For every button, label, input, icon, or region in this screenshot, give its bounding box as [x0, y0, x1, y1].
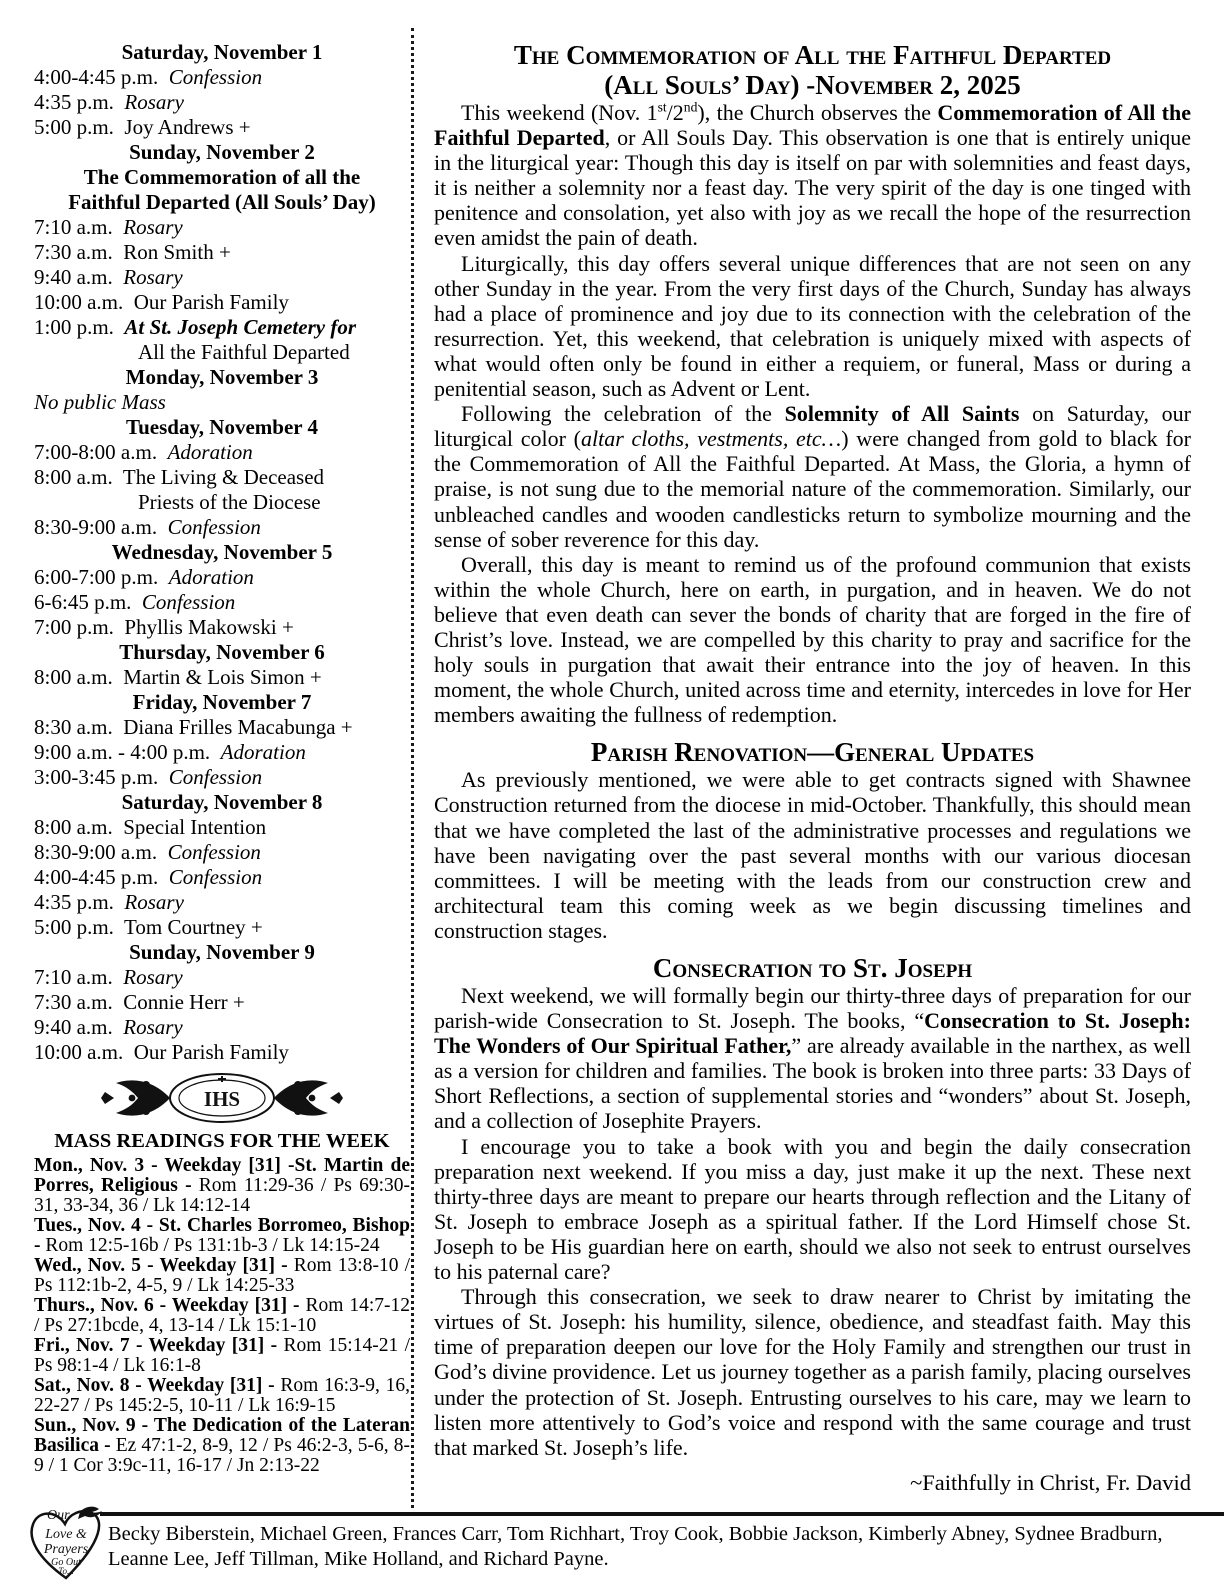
schedule-time: 4:00-4:45 p.m. — [34, 65, 159, 89]
article-title: (All Souls’ Day) -November 2, 2025 — [604, 70, 1021, 100]
text-segment: Next weekend, we will formally begin our thirty-three days of preparation for our parish-wide Consecration to St. Joseph. The books, “ — [434, 983, 1191, 1034]
schedule-day-header: Saturday, November 8 — [121, 790, 323, 814]
schedule-desc: Confession — [168, 765, 263, 789]
schedule-desc: Adoration — [220, 740, 306, 764]
schedule-day-header: Sunday, November 9 — [129, 940, 315, 964]
text-segment: st — [657, 99, 667, 115]
schedule-time: 9:40 a.m. — [34, 265, 113, 289]
ihs-text: IHS — [203, 1087, 241, 1111]
article — [434, 40, 1191, 727]
reading-day: Wed., Nov. 5 - Weekday [31] - — [34, 1255, 294, 1276]
schedule-entry — [34, 65, 410, 90]
article — [434, 953, 1191, 1460]
schedule-desc: Connie Herr + — [123, 990, 245, 1014]
schedule-note: No public Mass — [34, 390, 166, 414]
schedule-entry — [34, 990, 410, 1015]
schedule-desc: Rosary — [123, 215, 183, 239]
schedule-desc: Special Intention — [123, 815, 267, 839]
text-segment: Liturgically, this day offers several unique differences that are not seen on any other Sunday in the year. From the very first days of the Church, Sunday has always had a place of prominence and joy due to its connection with the celebration of the resurrection. Yet, this weekend, that celebration is uniquely mixed with aspects of what would often only be found in either a requiem, or funeral, Mass or during a penitential season, such as Advent or Lent. — [434, 250, 1191, 402]
schedule-time: 8:30-9:00 a.m. — [34, 840, 158, 864]
schedule-continuation: All the Faithful Departed — [138, 340, 350, 364]
text-segment: Solemnity of All Saints — [784, 401, 1020, 427]
schedule-time: 8:00 a.m. — [34, 665, 113, 689]
schedule-time: 7:00-8:00 a.m. — [34, 440, 158, 464]
text-segment: Overall, this day is meant to remind us of the profound communion that exists within the whole Church, here on earth, in purgation, and in heaven. We do not believe that even death can sever the bonds of charity that are forged in the fire of Christ’s love. Instead, we are compelled by this charity to pray and sacrifice for the holy souls in purgation that await their entrance into the joy of heaven. In this moment, the whole Church, united across time and eternity, intercedes in love for Her members awaiting the fullness of redemption. — [434, 551, 1191, 728]
schedule-time: 5:00 p.m. — [34, 115, 114, 139]
schedule-desc: Tom Courtney + — [124, 915, 263, 939]
article-paragraph — [434, 1284, 1191, 1460]
schedule-desc: Adoration — [167, 440, 253, 464]
article-paragraph — [434, 1134, 1191, 1285]
schedule-entry — [34, 90, 410, 115]
schedule-entry — [34, 290, 410, 315]
text-segment: Commemoration of All the Faithful Departed — [434, 100, 1191, 151]
reading-day: Sun., Nov. 9 - The Dedication of the Lateran Basilica - — [34, 1415, 410, 1456]
text-segment: ” are already available in the narthex, as well as a version for children and families. The book is broken into three parts: 33 Days of Short Reflections, a section of supplemental stories and “wonders” about St. Joseph, and a collection of Josephite Prayers. — [434, 1033, 1191, 1134]
logo-line: Love & — [45, 1527, 87, 1542]
schedule-desc: Confession — [168, 865, 263, 889]
schedule-desc: Our Parish Family — [133, 290, 289, 314]
footer-rule — [100, 1512, 1224, 1516]
schedule-desc: Confession — [168, 65, 263, 89]
readings-list — [34, 1156, 410, 1476]
schedule-desc: Phyllis Makowski + — [124, 615, 294, 639]
article-paragraph — [434, 100, 1191, 251]
ornament-flourish-right — [274, 1080, 343, 1115]
love-prayers-logo — [24, 1504, 108, 1582]
schedule-day-header: Faithful Departed (All Souls’ Day) — [68, 190, 376, 214]
schedule-entry — [34, 240, 410, 265]
reading-day: Tues., Nov. 4 - St. Charles Borromeo, Bishop - — [34, 1215, 410, 1256]
schedule-entry — [34, 590, 410, 615]
text-segment: This weekend (Nov. 1 — [461, 100, 658, 125]
text-segment: ) were changed from gold to black for the Commemoration of All the Faithful Departed. At Mass, the Gloria, a hymn of praise, is not sung due to the memorial nature of the commemoration. Similarly, our unbleached candles and wooden candlesticks return to symbolize mourning and the sense of sober reverence for this day. — [434, 426, 1191, 552]
schedule-entry — [34, 740, 410, 765]
schedule-day-header: The Commemoration of all the — [83, 165, 361, 189]
schedule-day-header: Monday, November 3 — [125, 365, 319, 389]
schedule-time: 3:00-3:45 p.m. — [34, 765, 159, 789]
text-segment: Consecration to St. Joseph: The Wonders of Our Spiritual Father, — [434, 1008, 1191, 1059]
schedule-day-header: Wednesday, November 5 — [111, 540, 333, 564]
schedule-desc: Adoration — [168, 565, 254, 589]
schedule-entry — [34, 815, 410, 840]
schedule-time: 7:30 a.m. — [34, 990, 113, 1014]
schedule-continuation: Priests of the Diocese — [138, 490, 321, 514]
schedule-time: 7:00 p.m. — [34, 615, 114, 639]
schedule-time: 9:40 a.m. — [34, 1015, 113, 1039]
schedule-time: 8:30 a.m. — [34, 715, 113, 739]
schedule-time: 7:10 a.m. — [34, 965, 113, 989]
schedule-entry — [34, 315, 410, 340]
text-segment: on Saturday, our liturgical color ( — [434, 401, 1192, 452]
schedule-time: 8:30-9:00 a.m. — [34, 515, 158, 539]
schedule-desc: Rosary — [123, 965, 183, 989]
reading-item: Wed., Nov. 5 - Weekday [31] - Rom 13:8-10 / Ps 112:1b-2, 4-5, 9 / Lk 14:25-33 — [34, 1255, 410, 1296]
schedule-time: 5:00 p.m. — [34, 915, 114, 939]
schedule-time: 4:35 p.m. — [34, 90, 114, 114]
text-segment: altar cloths, vestments, etc… — [581, 426, 842, 452]
schedule-desc: Confession — [167, 840, 261, 864]
schedule-entry — [34, 665, 410, 690]
article-title: Parish Renovation—General Updates — [590, 737, 1035, 768]
logo-line: To... — [58, 1566, 74, 1576]
article-title: The Commemoration of All the Faithful Departed — [513, 40, 1112, 70]
logo-line: Go Out — [51, 1557, 81, 1568]
column-divider — [411, 28, 414, 1508]
schedule-time: 10:00 a.m. — [34, 1040, 124, 1064]
text-segment: nd — [683, 99, 698, 115]
schedule-time: 7:10 a.m. — [34, 215, 113, 239]
article-paragraph — [434, 251, 1191, 402]
schedule-entry — [34, 890, 410, 915]
articles — [434, 40, 1191, 1460]
reading-day: Mon., Nov. 3 - Weekday [31] -St. Martin de Porres, Religious - — [34, 1155, 410, 1196]
text-segment: Following the celebration of the — [461, 401, 785, 427]
schedule-entry — [34, 865, 410, 890]
reading-day: Thurs., Nov. 6 - Weekday [31] - — [34, 1295, 306, 1316]
schedule-day-header: Sunday, November 2 — [129, 140, 315, 164]
schedule-desc: At St. Joseph Cemetery for — [124, 315, 356, 339]
ornament-flourish-left — [101, 1080, 170, 1115]
reading-item: Sat., Nov. 8 - Weekday [31] - Rom 16:3-9, 16, 22-27 / Ps 145:2-5, 10-11 / Lk 16:9-15 — [34, 1375, 410, 1416]
schedule-day-header: Saturday, November 1 — [121, 40, 323, 64]
schedule-entry — [34, 265, 410, 290]
text-segment: /2 — [666, 100, 684, 125]
schedule-entry — [34, 840, 410, 865]
schedule-desc: Our Parish Family — [133, 1040, 289, 1064]
reading-item: Sun., Nov. 9 - The Dedication of the Lateran Basilica - Ez 47:1-2, 8-9, 12 / Ps 46:2-3, 5-6, 8-9 / 1 Cor 3:9c-11, 16-17 / Jn 2:13-22 — [34, 1415, 410, 1476]
schedule-entry — [34, 515, 410, 540]
schedule-desc: The Living & Deceased — [122, 465, 325, 489]
reading-day: Fri., Nov. 7 - Weekday [31] - — [34, 1335, 284, 1356]
article-title: Consecration to St. Joseph — [652, 953, 973, 983]
schedule-entry — [34, 465, 410, 490]
text-segment: As previously mentioned, we were able to get contracts signed with Shawnee Construction returned from the diocese in mid-October. Thankfully, this should mean that we have completed the last of the administrative processes and regulations we have been navigating over the past several months with our various diocesan committees. I will be meeting with the leads from our construction crew and architectural team this coming week as we begin discussing timelines and construction stages. — [434, 767, 1191, 943]
schedule-time: 9:00 a.m. - 4:00 p.m. — [34, 740, 211, 764]
schedule-entry — [34, 915, 410, 940]
reading-day: Sat., Nov. 8 - Weekday [31] - — [34, 1375, 281, 1396]
schedule-time: 4:00-4:45 p.m. — [34, 865, 159, 889]
article-paragraph — [434, 983, 1191, 1134]
article — [434, 737, 1191, 943]
article-paragraph — [434, 552, 1191, 728]
article-paragraph — [434, 767, 1191, 943]
reading-item: Mon., Nov. 3 - Weekday [31] -St. Martin de Porres, Religious - Rom 11:29-36 / Ps 69:30-31, 33-34, 36 / Lk 14:12-14 — [34, 1155, 411, 1216]
schedule-day-header: Thursday, November 6 — [119, 640, 325, 664]
schedule-desc: Diana Frilles Macabunga + — [123, 715, 353, 739]
reading-item: Thurs., Nov. 6 - Weekday [31] - Rom 14:7-12 / Ps 27:1bcde, 4, 13-14 / Lk 15:1-10 — [34, 1295, 410, 1336]
schedule-desc: Confession — [167, 515, 261, 539]
schedule-entry — [34, 1040, 410, 1065]
ihs-ornament — [94, 1069, 350, 1125]
schedule-desc: Confession — [141, 590, 236, 614]
schedule-desc: Martin & Lois Simon + — [123, 665, 322, 689]
text-segment: , or All Souls Day. This observation is one that is entirely unique in the liturgical year: Though this day is itself on par with solemnities and feast days, it is neither a solemnity nor a feast day. The very spirit of the day is one tinged with penitence and consolation, yet also with joy as we recall the hope of the resurrection even amidst the pain of death. — [434, 125, 1191, 251]
footer-names: Becky Biberstein, Michael Green, Frances Carr, Tom Richhart, Troy Cook, Bobbie Jackson, Kimberly Abney, Sydnee Bradburn, Leanne Lee, Jeff Tillman, Mike Holland, and Richard Payne. — [108, 1523, 1163, 1570]
logo-line: Prayers — [43, 1542, 89, 1557]
schedule-entry — [34, 765, 410, 790]
schedule-time: 1:00 p.m. — [34, 315, 114, 339]
schedule-time: 6-6:45 p.m. — [34, 590, 132, 614]
logo-line: Our — [47, 1508, 70, 1523]
schedule-entry — [34, 965, 410, 990]
left-column — [34, 40, 410, 1476]
schedule-entry — [34, 440, 410, 465]
schedule-desc: Ron Smith + — [123, 240, 231, 264]
schedule-time: 4:35 p.m. — [34, 890, 114, 914]
schedule-day-header: Tuesday, November 4 — [126, 415, 318, 439]
schedule-entry — [34, 1015, 410, 1040]
signature: ~Faithfully in Christ, Fr. David — [910, 1469, 1191, 1495]
schedule-entry — [34, 715, 410, 740]
reading-item: Tues., Nov. 4 - St. Charles Borromeo, Bishop - Rom 12:5-16b / Ps 131:1b-3 / Lk 14:15-24 — [34, 1215, 410, 1256]
schedule-desc: Rosary — [124, 90, 184, 114]
schedule-time: 6:00-7:00 p.m. — [34, 565, 159, 589]
text-segment: Through this consecration, we seek to draw nearer to Christ by imitating the virtues of St. Joseph: his humility, silence, obedience, and steadfast faith. May this time of preparation deepen our love for the Holy Family and strengthen our trust in God’s divine providence. Let us journey together as a parish family, placing ourselves under the protection of St. Joseph. Entrusting ourselves to his care, may we learn to listen more attentively to God’s voice and respond with the same courage and trust that marked St. Joseph’s life. — [434, 1284, 1191, 1460]
schedule-desc: Rosary — [123, 265, 183, 289]
schedule-entry — [34, 115, 410, 140]
text-segment: ), the Church observes the — [697, 100, 938, 125]
schedule-entry — [34, 615, 410, 640]
schedule-desc: Rosary — [123, 1015, 183, 1039]
schedule-desc: Rosary — [124, 890, 184, 914]
reading-item: Fri., Nov. 7 - Weekday [31] - Rom 15:14-21 / Ps 98:1-4 / Lk 16:1-8 — [34, 1335, 410, 1376]
mass-schedule — [34, 40, 410, 1065]
schedule-entry — [34, 215, 410, 240]
article-paragraph — [434, 401, 1191, 552]
text-segment: I encourage you to take a book with you and begin the daily consecration preparation next weekend. If you miss a day, just make it up the next. These next thirty-three days are meant to prepare our hearts through reflection and the Litany of St. Joseph to embrace Joseph as a spiritual father. If the Lord Himself chose St. Joseph to be His guardian here on earth, should we also not seek to entrust ourselves to his paternal care? — [434, 1133, 1191, 1285]
schedule-time: 7:30 a.m. — [34, 240, 113, 264]
schedule-entry — [34, 565, 410, 590]
schedule-desc: Joy Andrews + — [124, 115, 251, 139]
schedule-time: 8:00 a.m. — [34, 815, 113, 839]
schedule-time: 10:00 a.m. — [34, 290, 124, 314]
right-column — [434, 40, 1191, 1496]
readings-title: MASS READINGS FOR THE WEEK — [54, 1130, 390, 1152]
schedule-day-header: Friday, November 7 — [132, 690, 312, 714]
schedule-time: 8:00 a.m. — [34, 465, 113, 489]
